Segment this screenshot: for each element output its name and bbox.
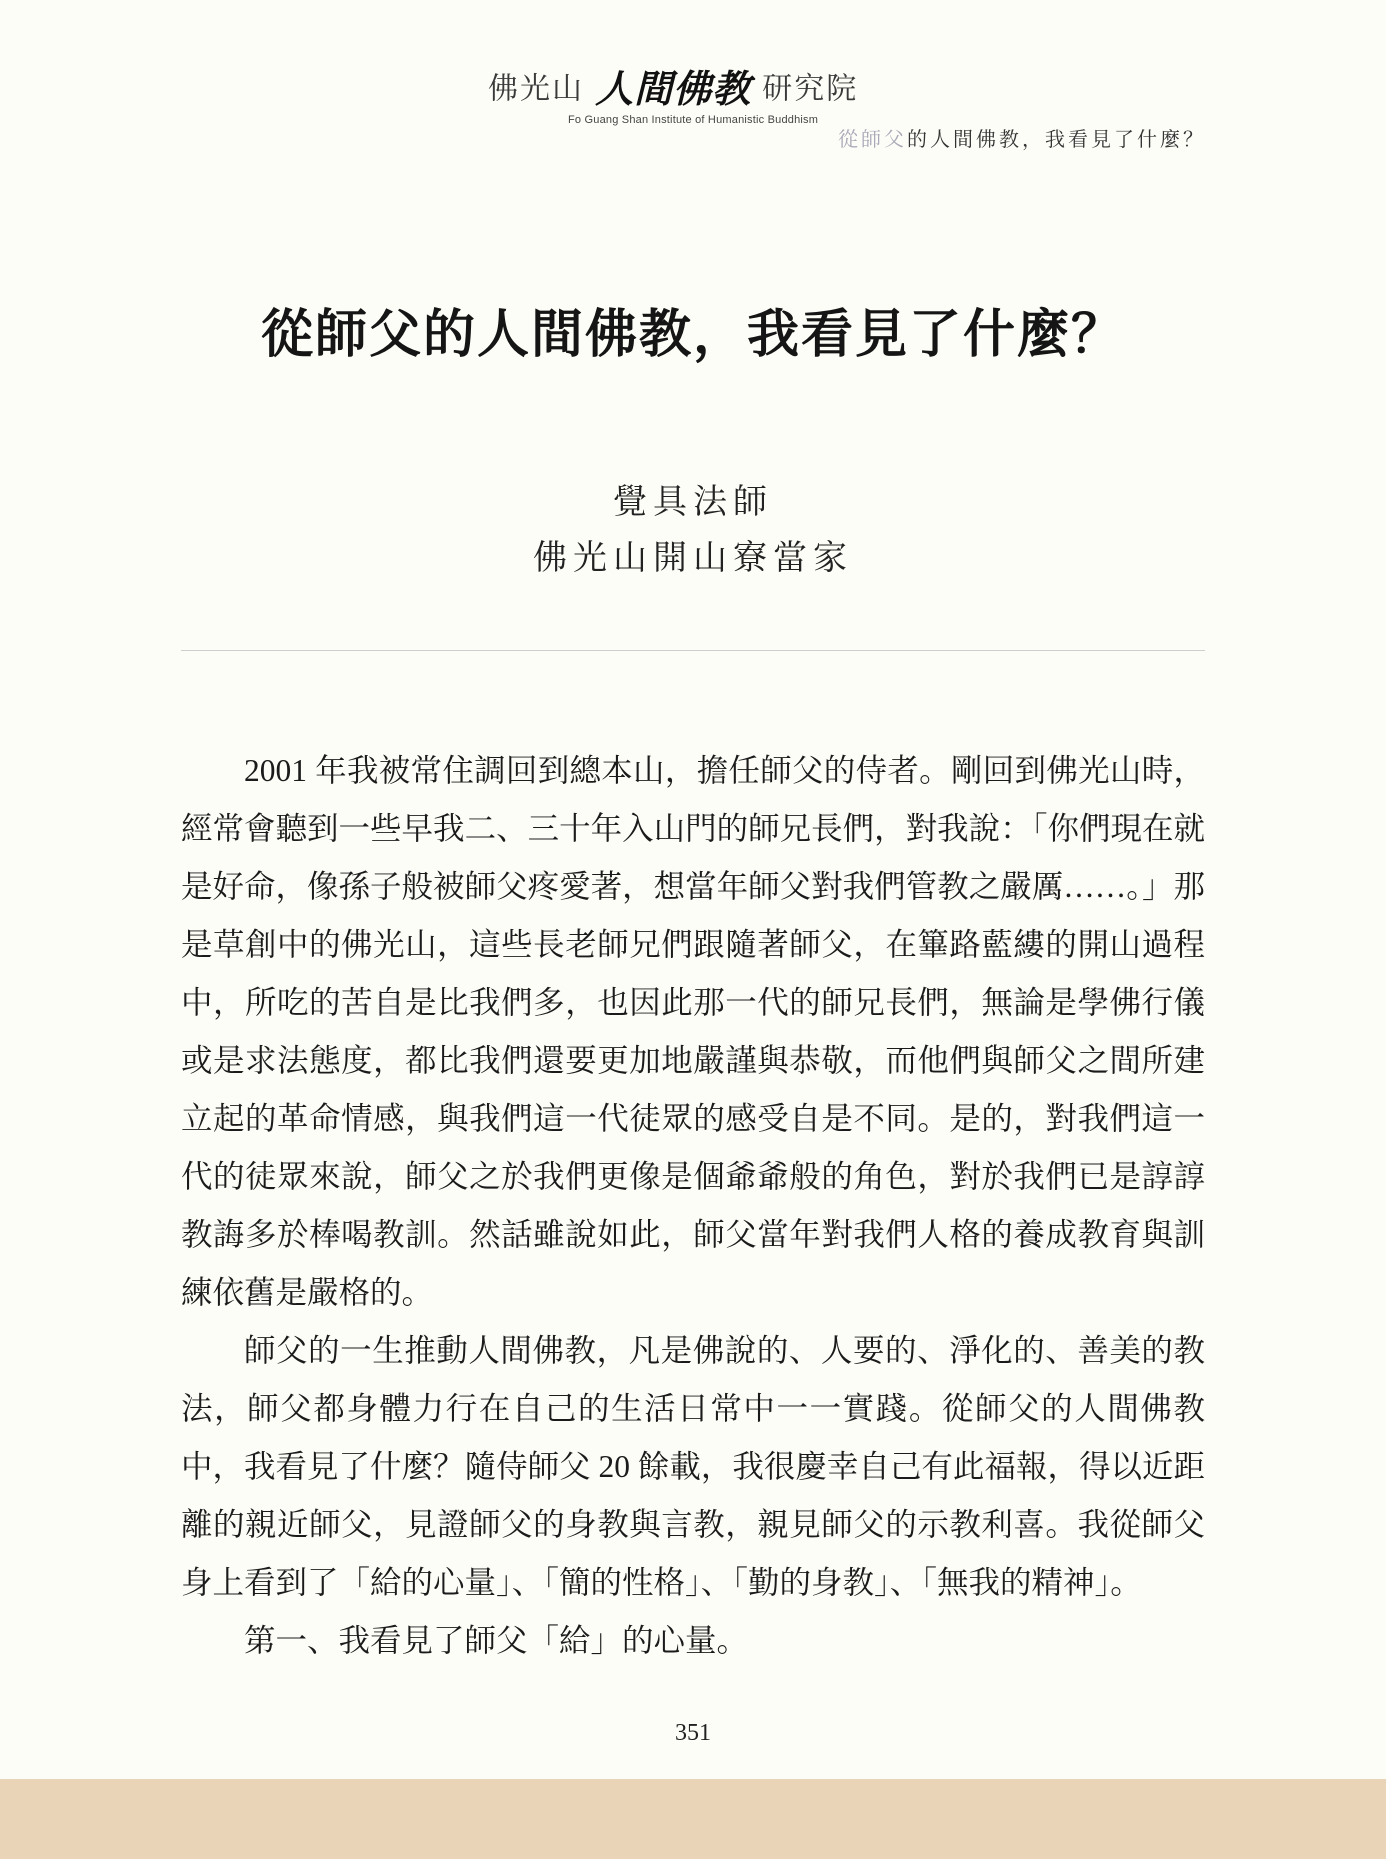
running-head-muted: 從師父 bbox=[838, 127, 907, 151]
page-header bbox=[0, 58, 1386, 168]
page-number: 351 bbox=[675, 1720, 711, 1746]
body-paragraph: 2001 年我被常住調回到總本山，擔任師父的侍者。剛回到佛光山時，經常會聽到一些早我二、三十年入山門的師兄長們，對我說：「你們現在就是好命，像孫子般被師父疼愛著，想當年師父對我們管教之嚴厲……。」那是草創中的佛光山，這些長老師兄們跟隨著師父，在篳路藍縷的開山過程中，所吃的苦自是比我們多，也因此那一代的師兄長們，無論是學佛行儀或是求法態度，都比我們還要更加地嚴謹與恭敬，而他們與師父之間所建立起的革命情感，與我們這一代徒眾的感受自是不同。是的，對我們這一代的徒眾來說，師父之於我們更像是個爺爺般的角色，對於我們已是諄諄教誨多於棒喝教訓。然話雖說如此，師父當年對我們人格的養成教育與訓練依舊是嚴格的。 bbox=[181, 753, 1205, 1310]
institute-logo bbox=[488, 58, 898, 113]
article-title: 從師父的人間佛教，我看見了什麼？ bbox=[260, 304, 1125, 365]
running-head bbox=[838, 123, 1206, 152]
body-paragraph: 第一、我看見了師父「給」的心量。 bbox=[244, 1623, 749, 1658]
brand-english-name: Fo Guang Shan Institute of Humanistic Buddhism bbox=[568, 114, 819, 126]
body-paragraph: 師父的一生推動人間佛教，凡是佛說的、人要的、淨化的、善美的教法，師父都身體力行在自己的生活日常中一一實踐。從師父的人間佛教中，我看見了什麼？隨侍師父 20 餘載，我很慶幸自己有此福報，得以近距離的親近師父，見證師父的身教與言教，親見師父的示教利喜。我從師父身上看到了「給的心量」、「簡的性格」、「勤的身教」、「無我的精神」。 bbox=[181, 1333, 1205, 1600]
footer-band bbox=[0, 1779, 1386, 1859]
brand-prefix: 佛光山 bbox=[488, 71, 584, 107]
brand-calligraphy: 人間佛教 bbox=[595, 66, 752, 111]
article-body bbox=[181, 742, 1205, 1670]
brand-suffix: 研究院 bbox=[762, 71, 859, 107]
running-head-rest: 的人間佛教，我看見了什麼？ bbox=[907, 127, 1206, 151]
title-divider bbox=[181, 650, 1205, 651]
author-name: 覺具法師 bbox=[613, 482, 773, 522]
author-role: 佛光山開山寮當家 bbox=[533, 538, 853, 578]
